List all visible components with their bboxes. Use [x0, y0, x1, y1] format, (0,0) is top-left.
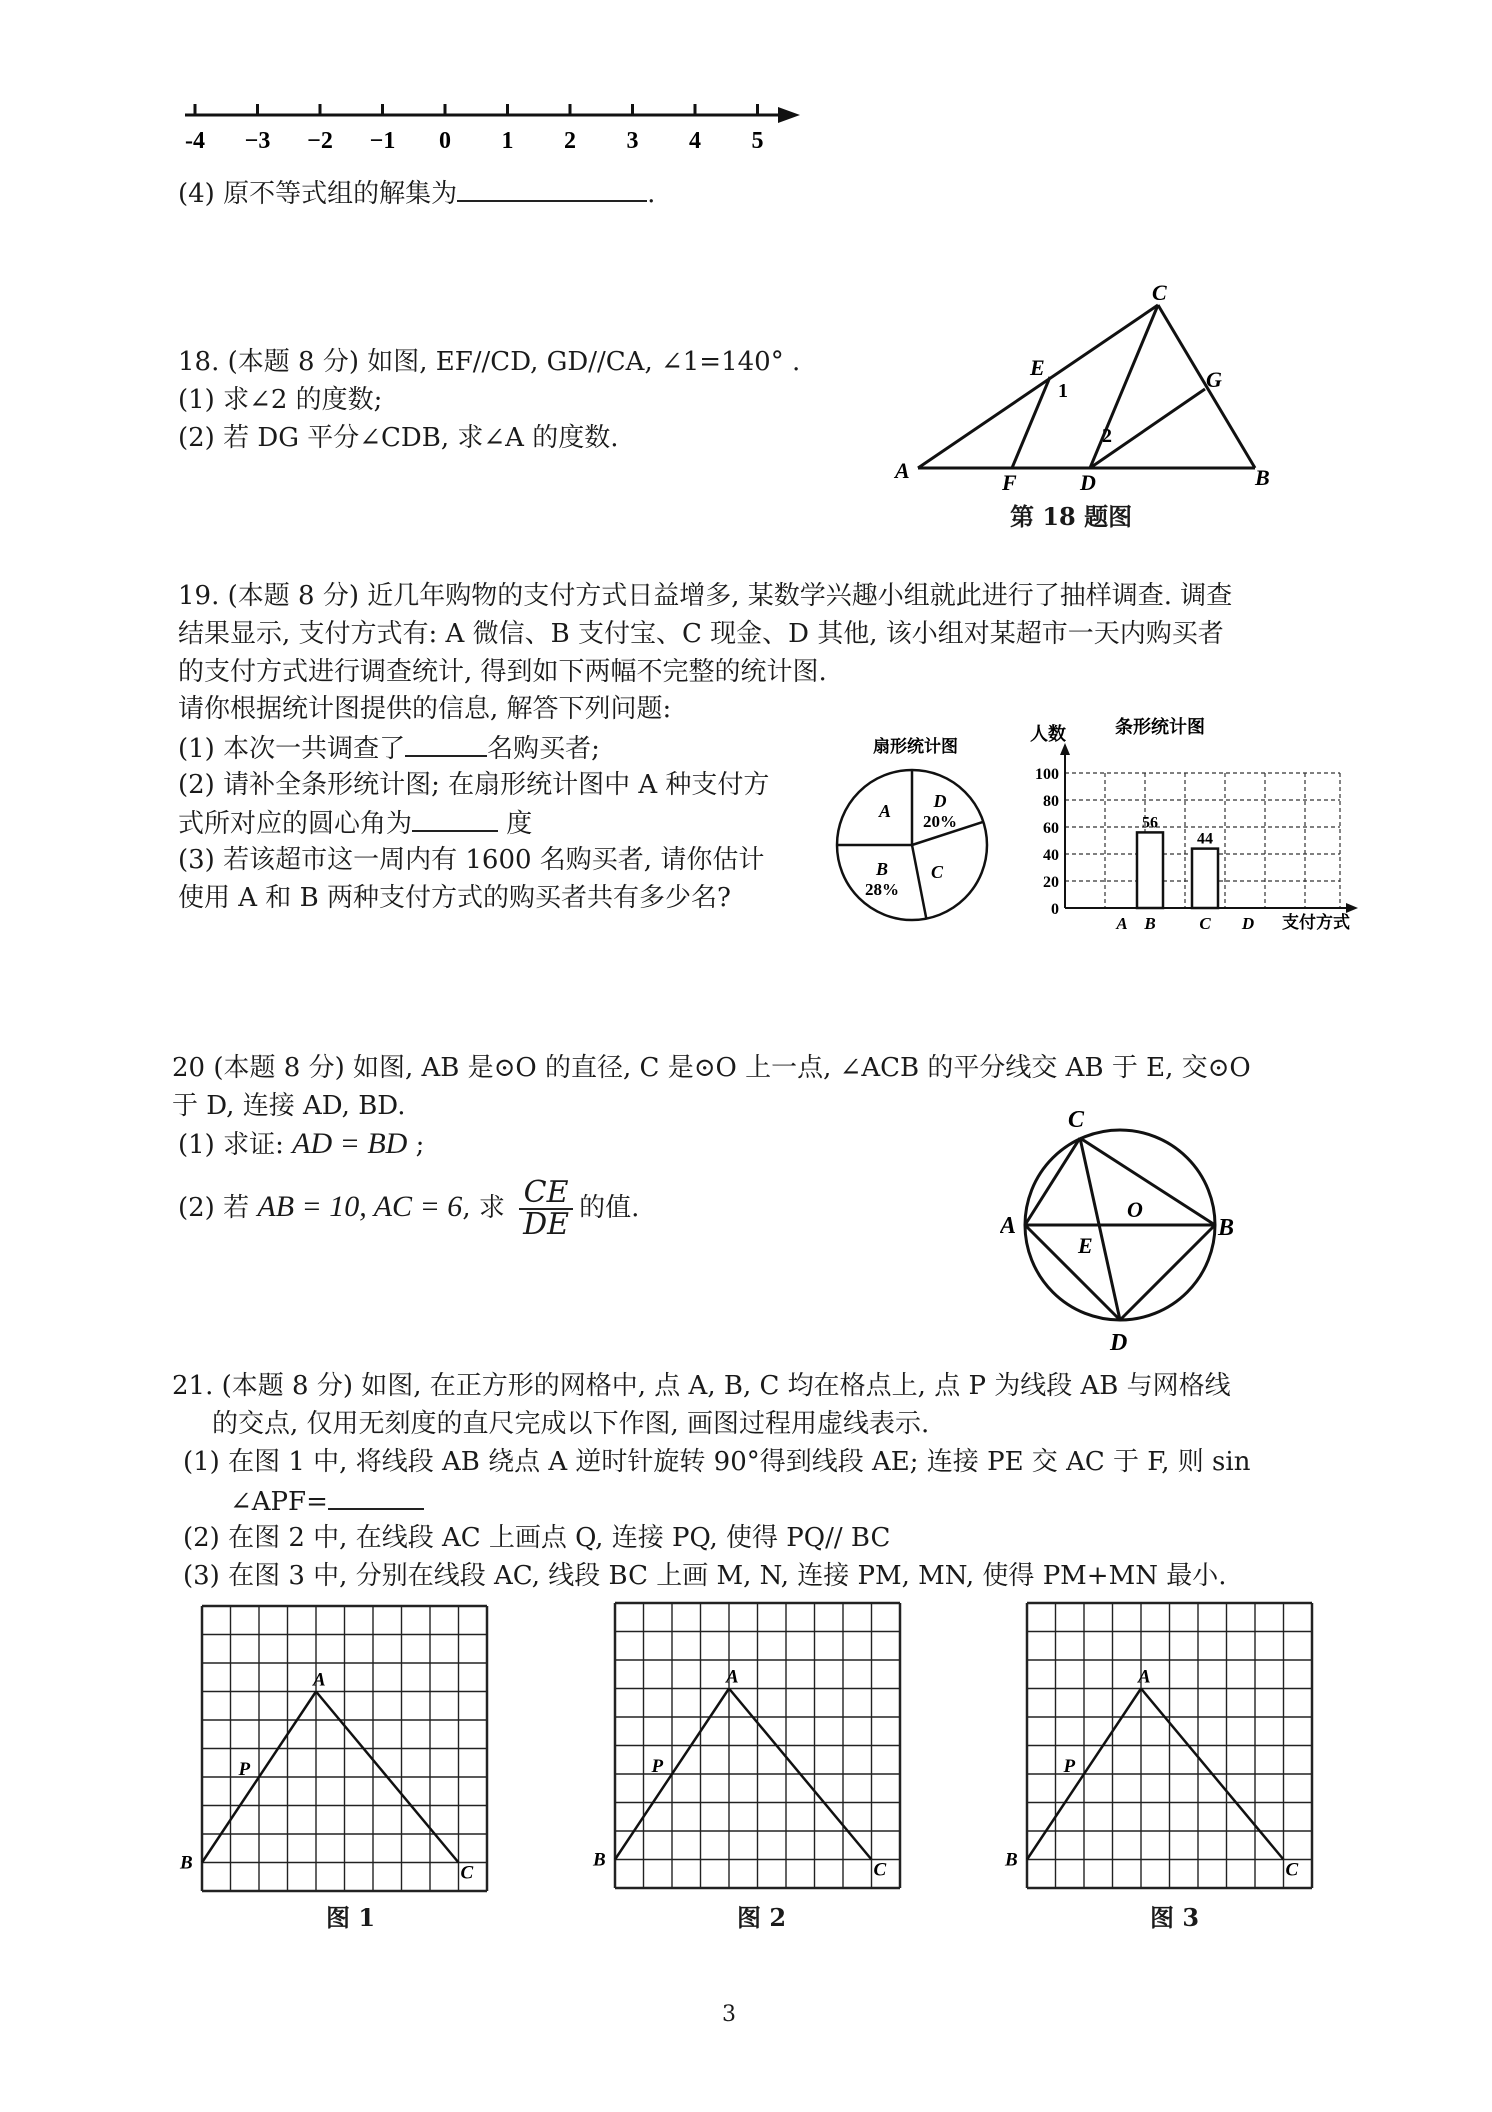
q18-angle-1: 1: [1058, 380, 1068, 402]
pie-chart-title: 扇形统计图: [873, 737, 958, 756]
q21-line1: 21. (本题 8 分) 如图, 在正方形的网格中, 点 A, B, C 均在格点上, 点 P 为线段 AB 与网格线: [172, 1371, 1231, 1401]
bar-x-tick: C: [1199, 914, 1211, 933]
q18-label-c: C: [1152, 285, 1167, 305]
q18-stem: 18. (本题 8 分) 如图, EF//CD, GD//CA, ∠1=140° .: [178, 347, 801, 377]
bar-chart-ylabel: 人数: [1030, 724, 1066, 744]
pie-slice-divider: [912, 845, 926, 919]
q21-line5: (2) 在图 2 中, 在线段 AC 上画点 Q, 连接 PQ, 使得 PQ// BC: [183, 1523, 891, 1553]
number-line-label: -4: [185, 128, 205, 154]
q19-part2a: (2) 请补全条形统计图; 在扇形统计图中 A 种支付方: [178, 770, 770, 800]
grid-label-b: B: [593, 1849, 606, 1871]
q18-part1: (1) 求∠2 的度数;: [178, 385, 383, 415]
q18-label-e: E: [1030, 355, 1045, 380]
q20-part1: (1) 求证: AD = BD ;: [178, 1127, 425, 1160]
number-line-label: 1: [501, 128, 514, 154]
q18-label-f: F: [1002, 470, 1017, 490]
grid-figure-2[interactable]: [583, 1595, 913, 1890]
pie-slice-percent-b: 28%: [865, 880, 899, 899]
q20-part2: (2) 若 AB = 10, AC = 6, 求 $\frac{CE}{DE}$ 的值.: [178, 1175, 640, 1242]
q17-part4: (4) 原不等式组的解集为 .: [178, 176, 655, 210]
bar-chart: [1020, 715, 1380, 945]
grid-label-p: P: [651, 1756, 664, 1777]
bar-value-label: 44: [1197, 830, 1213, 848]
answer-blank[interactable]: [412, 806, 498, 832]
number-line-label: 5: [751, 128, 764, 154]
figure-1-caption: 图 1: [326, 1903, 376, 1932]
q21-line3: (1) 在图 1 中, 将线段 AB 绕点 A 逆时针旋转 90°得到线段 AE; 连接 PE 交 AC 于 F, 则 sin: [183, 1447, 1251, 1477]
q18-label-d: D: [1080, 470, 1096, 490]
bar-value-label: 56: [1142, 814, 1158, 832]
q19-line1: 19. (本题 8 分) 近几年购物的支付方式日益增多, 某数学兴趣小组就此进行了抽样调查. 调查: [178, 581, 1233, 611]
bar-x-tick: B: [1144, 914, 1156, 933]
pie-slice-label-b: B: [875, 859, 889, 879]
q18-figure-caption: 第 18 题图: [1010, 502, 1133, 531]
bar-x-tick: A: [1116, 914, 1128, 933]
pie-slice-label-c: C: [930, 862, 944, 882]
figure-2-caption: 图 2: [737, 1903, 787, 1932]
grid-figure-3[interactable]: [995, 1595, 1325, 1890]
bar-y-tick: 60: [1043, 820, 1059, 837]
q19-part3a: (3) 若该超市这一周内有 1600 名购买者, 请你估计: [178, 845, 765, 875]
q18-label-a: A: [895, 458, 910, 483]
bar-y-tick: 100: [1035, 766, 1059, 783]
grid-label-c: C: [873, 1859, 887, 1881]
q19-part3b: 使用 A 和 B 两种支付方式的购买者共有多少名?: [178, 883, 731, 913]
grid-label-p: P: [1063, 1756, 1076, 1777]
number-line-label: 0: [439, 128, 451, 154]
number-line-label: 4: [689, 128, 701, 154]
grid-figure-1[interactable]: [170, 1598, 500, 1893]
q20-label-c: C: [1068, 1107, 1085, 1133]
bar-c: [1192, 849, 1218, 908]
answer-blank[interactable]: [405, 731, 487, 757]
q19-line3: 的支付方式进行调查统计, 得到如下两幅不完整的统计图.: [178, 657, 827, 687]
q21-line4: ∠APF=: [230, 1484, 424, 1518]
bar-x-tick: D: [1241, 914, 1255, 933]
q20-line1: 20 (本题 8 分) 如图, AB 是⊙O 的直径, C 是⊙O 上一点, ∠ACB 的平分线交 AB 于 E, 交⊙O: [172, 1053, 1251, 1083]
q20-label-o: O: [1127, 1197, 1143, 1222]
number-line: [170, 90, 820, 170]
page-number: 3: [722, 2002, 736, 2027]
q20-label-a: A: [1000, 1213, 1017, 1239]
grid-label-b: B: [180, 1852, 193, 1874]
bar-chart-xlabel: 支付方式: [1282, 913, 1350, 932]
number-line-label: −1: [369, 128, 396, 154]
q18-angle-2: 2: [1102, 425, 1112, 447]
bar-y-tick: 40: [1043, 847, 1059, 864]
q19-line4: 请你根据统计图提供的信息, 解答下列问题:: [178, 694, 672, 724]
q20-label-d: D: [1110, 1330, 1128, 1355]
figure-3-caption: 图 3: [1150, 1903, 1200, 1932]
grid-label-c: C: [460, 1862, 474, 1884]
grid-label-p: P: [238, 1759, 251, 1780]
bar-b: [1137, 832, 1163, 908]
fraction-ce-de: $\frac{CE}{DE}$: [519, 1178, 573, 1240]
pie-chart: [825, 735, 1005, 935]
q18-part2: (2) 若 DG 平分∠CDB, 求∠A 的度数.: [178, 423, 619, 453]
q18-figure: [890, 285, 1280, 490]
pie-slice-label-d: D: [933, 791, 947, 811]
grid-label-b: B: [1005, 1849, 1018, 1871]
pie-slice-label-a: A: [878, 801, 892, 821]
number-line-label: −3: [244, 128, 271, 154]
q20-label-e: E: [1078, 1233, 1093, 1258]
grid-label-a: A: [726, 1666, 739, 1688]
grid-label-a: A: [1138, 1666, 1151, 1688]
q19-line2: 结果显示, 支付方式有: A 微信、B 支付宝、C 现金、D 其他, 该小组对某超市一天内购买者: [178, 619, 1224, 649]
q21-line2: 的交点, 仅用无刻度的直尺完成以下作图, 画图过程用虚线表示.: [212, 1409, 930, 1439]
grid-label-a: A: [313, 1669, 326, 1691]
bar-y-tick: 20: [1043, 874, 1059, 891]
number-line-label: −2: [307, 128, 333, 154]
number-line-label: 2: [564, 128, 576, 154]
q21-line6: (3) 在图 3 中, 分别在线段 AC, 线段 BC 上画 M, N, 连接 PM, MN, 使得 PM+MN 最小.: [183, 1561, 1227, 1591]
q20-line2: 于 D, 连接 AD, BD.: [172, 1091, 406, 1121]
answer-blank[interactable]: [328, 1484, 424, 1510]
q20-circle-figure: [1000, 1105, 1240, 1355]
number-line-label: 3: [626, 128, 639, 154]
pie-slice-percent-d: 20%: [923, 812, 957, 831]
bar-chart-title: 条形统计图: [1115, 717, 1205, 737]
q18-label-g: G: [1206, 367, 1222, 392]
q19-part2b: 式所对应的圆心角为 度: [178, 806, 532, 840]
bar-y-tick: 80: [1043, 793, 1059, 810]
bar-y-tick: 0: [1051, 901, 1059, 918]
q19-part1: (1) 本次一共调查了 名购买者;: [178, 731, 600, 765]
grid-label-c: C: [1285, 1859, 1299, 1881]
q20-label-b: B: [1218, 1215, 1235, 1241]
q18-label-b: B: [1255, 465, 1270, 490]
answer-blank[interactable]: [457, 176, 647, 202]
